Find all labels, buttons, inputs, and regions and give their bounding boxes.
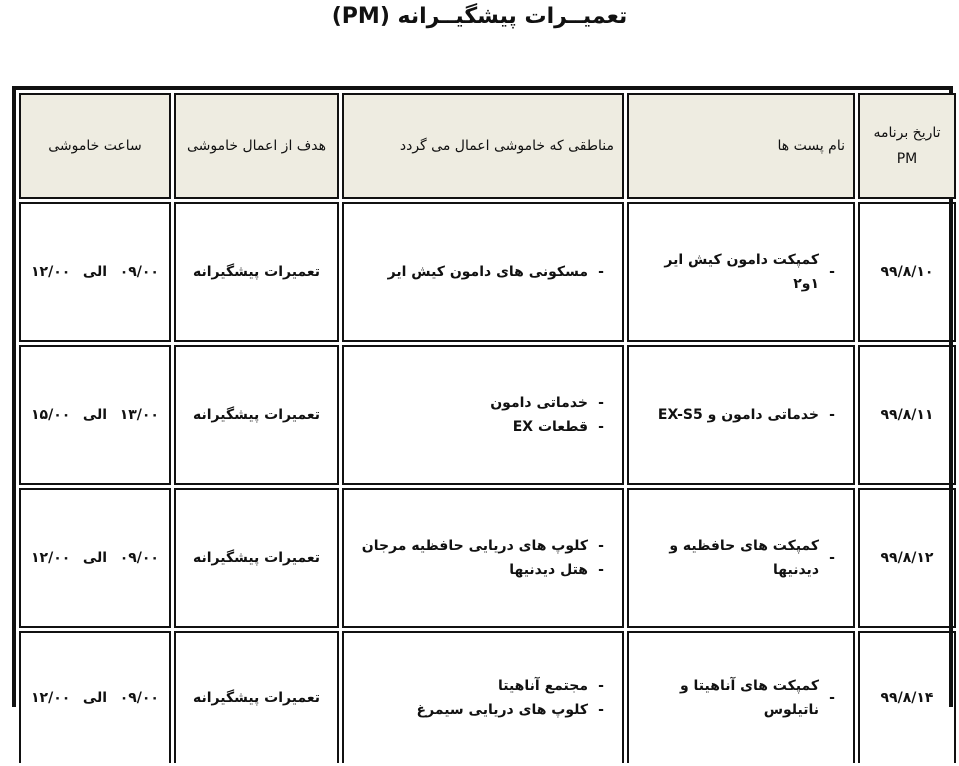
time-to: ۱۲/۰۰ xyxy=(31,550,71,566)
post-item xyxy=(637,674,845,722)
header-areas: مناطقی که خاموشی اعمال می گردد xyxy=(342,93,624,199)
bullet-dash: - xyxy=(598,702,604,718)
bullet-dash: - xyxy=(598,538,604,554)
time-separator: الی xyxy=(82,264,108,280)
header-date-line1: تاریخ برنامه xyxy=(873,125,941,141)
post-name: کمپکت دامون کیش ایر ۱و۲ xyxy=(664,252,819,292)
pm-schedule-table xyxy=(16,90,959,766)
area-item xyxy=(352,558,614,582)
area-item xyxy=(352,391,614,415)
post-name: خدماتی دامون و EX-S5 xyxy=(657,407,819,423)
bullet-dash: - xyxy=(598,419,604,435)
area-item xyxy=(352,260,614,284)
table-row xyxy=(19,488,956,628)
time-range xyxy=(29,550,161,566)
page-title: تعمیــرات پیشگیــرانه (PM) xyxy=(331,4,628,29)
cell-goal: تعمیرات پیشگیرانه xyxy=(174,631,339,763)
cell-goal: تعمیرات پیشگیرانه xyxy=(174,202,339,342)
area-name: مجتمع آناهیتا xyxy=(497,678,588,694)
area-name: هتل دیدنیها xyxy=(509,562,588,578)
post-item xyxy=(637,248,845,296)
area-name: مسکونی های دامون کیش ایر xyxy=(387,264,588,280)
time-separator: الی xyxy=(82,690,108,706)
cell-time xyxy=(19,488,171,628)
bullet-dash: - xyxy=(598,395,604,411)
area-name: قطعات EX xyxy=(512,419,588,435)
bullet-dash: - xyxy=(598,678,604,694)
time-range xyxy=(29,690,161,706)
header-date xyxy=(858,93,956,199)
bullet-dash: - xyxy=(829,550,835,566)
pm-schedule-sheet xyxy=(12,86,953,718)
cell-posts xyxy=(627,631,855,763)
bullet-dash: - xyxy=(829,690,835,706)
time-to: ۱۲/۰۰ xyxy=(31,264,71,280)
area-name: کلوپ های دریایی حافظیه مرجان xyxy=(361,538,588,554)
table-row xyxy=(19,202,956,342)
cell-areas xyxy=(342,631,624,763)
cell-posts xyxy=(627,488,855,628)
time-to: ۱۲/۰۰ xyxy=(31,690,71,706)
bullet-dash: - xyxy=(598,562,604,578)
cell-areas xyxy=(342,202,624,342)
area-item xyxy=(352,534,614,558)
cell-date: ۹۹/۸/۱۲ xyxy=(858,488,956,628)
area-item xyxy=(352,698,614,722)
cell-time xyxy=(19,345,171,485)
table-row xyxy=(19,345,956,485)
cell-time xyxy=(19,631,171,763)
time-separator: الی xyxy=(82,407,108,423)
cell-date: ۹۹/۸/۱۴ xyxy=(858,631,956,763)
post-name: کمپکت های آناهیتا و ناتیلوس xyxy=(679,678,819,718)
cell-time xyxy=(19,202,171,342)
time-to: ۱۵/۰۰ xyxy=(31,407,71,423)
cell-areas xyxy=(342,345,624,485)
header-goal: هدف از اعمال خاموشی xyxy=(174,93,339,199)
header-date-line2: PM xyxy=(896,151,918,167)
cell-goal: تعمیرات پیشگیرانه xyxy=(174,345,339,485)
time-from: ۰۹/۰۰ xyxy=(119,690,159,706)
time-from: ۰۹/۰۰ xyxy=(119,264,159,280)
post-item xyxy=(637,534,845,582)
bullet-dash: - xyxy=(829,407,835,423)
area-item xyxy=(352,415,614,439)
time-from: ۱۳/۰۰ xyxy=(119,407,159,423)
time-range xyxy=(29,407,161,423)
post-name: کمپکت های حافظیه و دیدنیها xyxy=(669,538,819,578)
table-row xyxy=(19,631,956,763)
header-time: ساعت خاموشی xyxy=(19,93,171,199)
cell-date: ۹۹/۸/۱۱ xyxy=(858,345,956,485)
area-name: خدماتی دامون xyxy=(490,395,588,411)
cell-goal: تعمیرات پیشگیرانه xyxy=(174,488,339,628)
time-range xyxy=(29,264,161,280)
cell-posts xyxy=(627,345,855,485)
cell-date: ۹۹/۸/۱۰ xyxy=(858,202,956,342)
post-item xyxy=(637,403,845,427)
time-from: ۰۹/۰۰ xyxy=(119,550,159,566)
area-name: کلوپ های دریایی سیمرغ xyxy=(416,702,588,718)
time-separator: الی xyxy=(82,550,108,566)
cell-areas xyxy=(342,488,624,628)
table-header-row xyxy=(19,93,956,199)
bullet-dash: - xyxy=(598,264,604,280)
area-item xyxy=(352,674,614,698)
cell-posts xyxy=(627,202,855,342)
header-posts: نام پست ها xyxy=(627,93,855,199)
bullet-dash: - xyxy=(829,264,835,280)
